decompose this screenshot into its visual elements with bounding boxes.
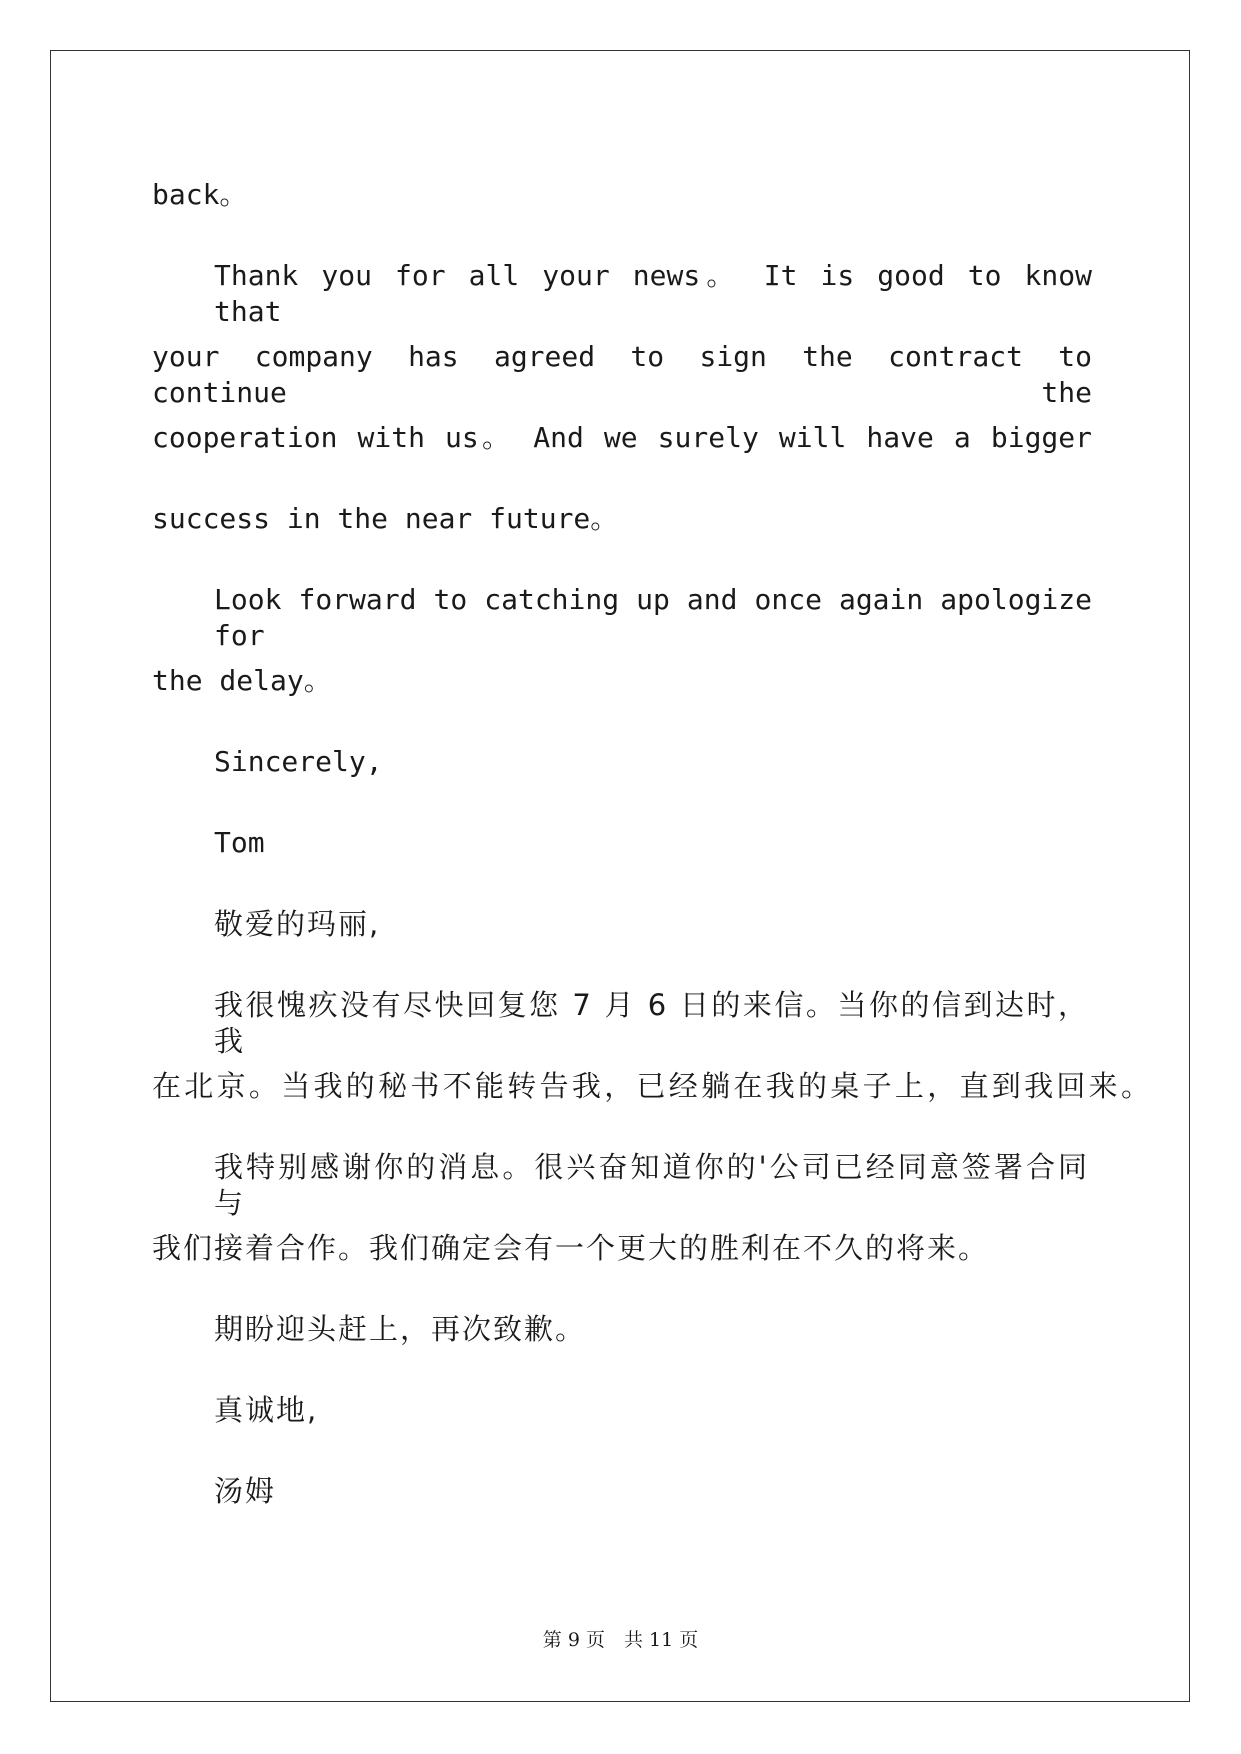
- text-line-cn-5: 期盼迎头赶上，再次致歉。: [214, 1312, 587, 1346]
- text-line-cn-2: 在北京。当我的秘书不能转告我，已经躺在我的桌子上，直到我回来。: [152, 1069, 1152, 1103]
- text-line-cooperation: cooperation with us。 And we surely will have a bigger: [152, 421, 1092, 454]
- text-line-cn-3: 我特别感谢你的消息。很兴奋知道你的'公司已经同意签署合同与: [214, 1150, 1089, 1220]
- text-line-look-forward: Look forward to catching up and once again apologize for: [214, 583, 1092, 652]
- closing-cn: 真诚地,: [214, 1393, 319, 1427]
- text-line-cn-4: 我们接着合作。我们确定会有一个更大的胜利在不久的将来。: [152, 1231, 990, 1265]
- text-line-delay: the delay。: [152, 664, 332, 697]
- text-line-cn-1: 我很愧疚没有尽快回复您 7 月 6 日的来信。当你的信到达时，我: [214, 988, 1089, 1058]
- page-number-footer: 第 9 页 共 11 页: [542, 1629, 699, 1651]
- text-line-back: back。: [152, 178, 248, 211]
- greeting-cn: 敬爱的玛丽,: [214, 907, 381, 941]
- signature-tom: Tom: [214, 826, 265, 859]
- text-line-success: success in the near future。: [152, 502, 619, 535]
- closing-sincerely: Sincerely,: [214, 745, 383, 778]
- text-line-thank-you: Thank you for all your news。 It is good to know that: [214, 259, 1092, 328]
- signature-cn: 汤姆: [214, 1474, 277, 1508]
- text-line-company: your company has agreed to sign the contract to continue the: [152, 340, 1092, 409]
